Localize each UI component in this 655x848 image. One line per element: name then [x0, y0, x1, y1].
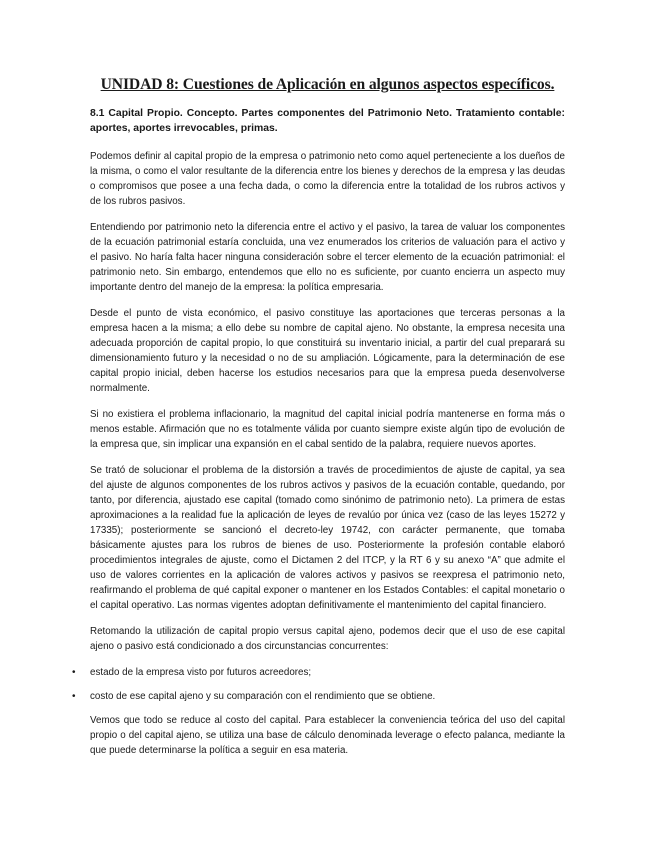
section-heading: 8.1 Capital Propio. Concepto. Partes componentes del Patrimonio Neto. Tratamiento contable: aportes, aportes irrevocables, primas. — [90, 108, 565, 134]
paragraph-closing: Vemos que todo se reduce al costo del capital. Para establecer la conveniencia teórica del uso del capital propio o del capital ajeno, se utiliza una base de cálculo denominada leverage o efecto palanca, mediante la que puede determinarse la política a seguir en esa materia. — [90, 715, 565, 756]
paragraph-capital-comparison: Retomando la utilización de capital propio versus capital ajeno, podemos decir que el uso de ese capital ajeno o pasivo está condicionado a dos circunstancias concurrentes: — [90, 626, 565, 652]
document-title: UNIDAD 8: Cuestiones de Aplicación en algunos aspectos específicos. — [100, 76, 555, 93]
circumstances-list — [72, 665, 565, 704]
paragraph-patrimonio-neto: Entendiendo por patrimonio neto la diferencia entre el activo y el pasivo, la tarea de valuar los componentes de la ecuación patrimonial estaría concluida, una vez enumerados los criterios de valuación para el activo y el pasivo. No haría falta hacer ninguna consideración sobre el tercer elemento de la ecuación patrimonial: el patrimonio neto. Sin embargo, entendemos que ello no es suficiente, por cuanto encierra un aspecto muy importante dentro del manejo de la empresa: la política empresaria. — [90, 222, 565, 293]
list-item — [72, 689, 565, 704]
bullet-icon: • — [72, 691, 76, 702]
bullet-icon: • — [72, 667, 76, 678]
paragraph-inflation: Si no existiera el problema inflacionario, la magnitud del capital inicial podría mantenerse en forma más o menos estable. Afirmación que no es totalmente válida por cuanto siempre existe algún tipo de evolución de la empresa que, sin implicar una expansión en el cabal sentido de la palabra, requiere nuevos aportes. — [90, 409, 565, 450]
paragraph-economic-view: Desde el punto de vista económico, el pasivo constituye las aportaciones que terceras personas a la empresa hacen a la misma; a ello debe su nombre de capital ajeno. No obstante, la empresa necesita una adecuada proporción de capital propio, lo que constituirá su inventario inicial, a partir del cual preparará su dimensionamiento futuro y la necesidad o no de su ampliación. Lógicamente, para la determinación de ese capital propio inicial, deben hacerse los estudios necesarios para que la empresa pueda desenvolverse normalmente. — [90, 308, 565, 394]
list-item-text: costo de ese capital ajeno y su comparación con el rendimiento que se obtiene. — [90, 691, 436, 702]
paragraph-capital-adjustment: Se trató de solucionar el problema de la distorsión a través de procedimientos de ajuste de capital, ya sea del ajuste de algunos componentes de los rubros activos y pasivos de la ecuación contable, quedando, por tanto, por diferencia, ajustado ese capital (tomado como sinónimo de patrimonio neto). La primera de estas aproximaciones a la realidad fue la aplicación de leyes de revalúo por única vez (caso de las leyes 15272 y 17335); posteriormente se sancionó el decreto-ley 19742, con carácter permanente, que tomaba básicamente ajustes para los rubros de bienes de uso. Posteriormente la profesión contable elaboró procedimientos integrales de ajuste, como el Dictamen 2 del ITCP, y la RT 6 y su anexo “A” que admite el uso de valores corrientes en la aplicación de valores activos y pasivos se reexpresa el patrimonio neto, reafirmando el problema de qué capital exponer o mantener en los Estados Contables: el capital monetario o el capital operativo. Las normas vigentes adoptan definitivamente el mantenimiento del capital financiero. — [90, 465, 565, 611]
list-item — [72, 665, 565, 680]
list-item-text: estado de la empresa visto por futuros acreedores; — [90, 667, 312, 678]
paragraph-definition: Podemos definir al capital propio de la empresa o patrimonio neto como aquel perteneciente a los dueños de la misma, o como el valor resultante de la diferencia entre los bienes y derechos de la empresa y las deudas o compromisos que posee a una fecha dada, o como la diferencia entre la totalidad de los rubros activos y de los rubros pasivos. — [90, 151, 565, 207]
